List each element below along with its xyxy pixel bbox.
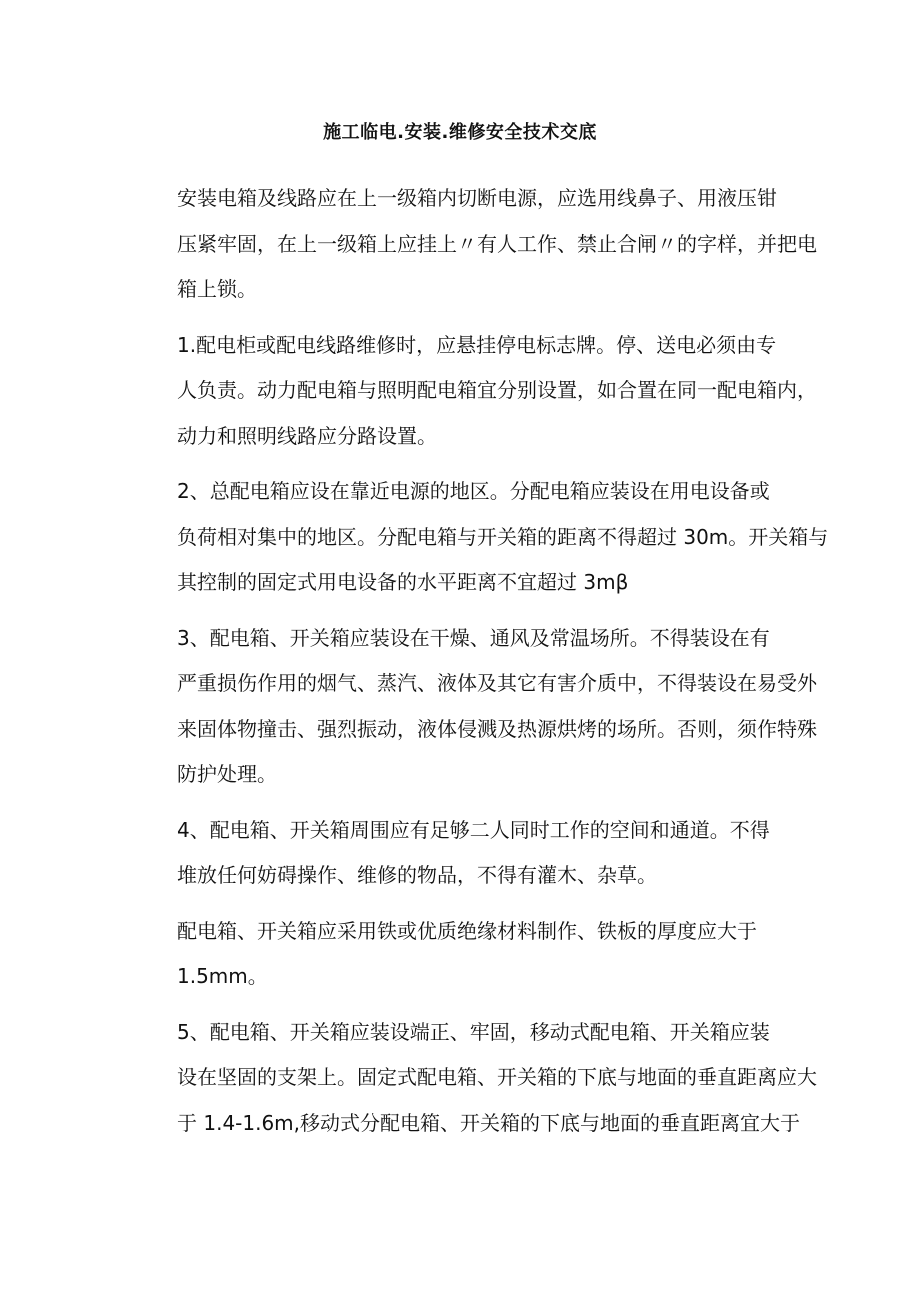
text-line: 压紧牢固，在上一级箱上应挂上〃有人工作、禁止合闸〃的字样，并把电 (177, 231, 817, 256)
text-line: 配电箱、开关箱应采用铁或优质绝缘材料制作、铁板的厚度应大于 (177, 918, 757, 943)
text-line: 堆放任何妨碍操作、维修的物品，不得有灌木、杂草。 (177, 863, 657, 887)
text-line: 严重损伤作用的烟气、蒸汽、液体及其它有害介质中，不得装设在易受外 (177, 671, 817, 695)
text-line: 其控制的固定式用电设备的水平距离不宜超过 3mβ (177, 570, 629, 594)
text-line: 防护处理。 (177, 762, 277, 786)
text-line: 1.5mm。 (177, 964, 268, 988)
paragraph-item-5 (137, 1010, 817, 1147)
text-line: 设在坚固的支架上。固定式配电箱、开关箱的下底与地面的垂直距离应大 (177, 1065, 817, 1089)
text-line: 箱上锁。 (177, 277, 257, 301)
text-line: 安装电箱及线路应在上一级箱内切断电源，应选用线鼻子、用液压钳 (177, 186, 777, 210)
document-body (137, 176, 829, 1146)
text-line: 来固体物撞击、强烈振动，液体侵溅及热源烘烤的场所。否则，须作特殊 (177, 716, 817, 741)
document-title: 施工临电.安装.维修安全技术交底 (323, 122, 597, 143)
text-line: 4、配电箱、开关箱周围应有足够二人同时工作的空间和通道。不得 (177, 817, 770, 842)
text-line: 动力和照明线路应分路设置。 (177, 423, 437, 448)
text-line: 3、配电箱、开关箱应装设在干燥、通风及常温场所。不得装设在有 (177, 625, 770, 650)
paragraph-item-1 (137, 323, 817, 460)
paragraph-item-2 (137, 469, 829, 606)
paragraph-intro (137, 176, 817, 313)
text-line: 负荷相对集中的地区。分配电箱与开关箱的距离不得超过 30m。开关箱与 (177, 524, 829, 549)
text-line: 于 1.4-1.6m,移动式分配电箱、开关箱的下底与地面的垂直距离宜大于 (177, 1110, 801, 1135)
text-line: 2、总配电箱应设在靠近电源的地区。分配电箱应装设在用电设备或 (177, 479, 770, 503)
paragraph-material (137, 909, 787, 1000)
text-line: 人负责。动力配电箱与照明配电箱宜分别设置，如合置在同一配电箱内， (177, 378, 817, 402)
text-line: 1.配电柜或配电线路维修时，应悬挂停电标志牌。停、送电必须由专 (177, 332, 777, 357)
paragraph-item-4 (137, 808, 787, 899)
paragraph-item-3 (137, 616, 817, 798)
text-line: 5、配电箱、开关箱应装设端正、牢固，移动式配电箱、开关箱应装 (177, 1019, 770, 1044)
